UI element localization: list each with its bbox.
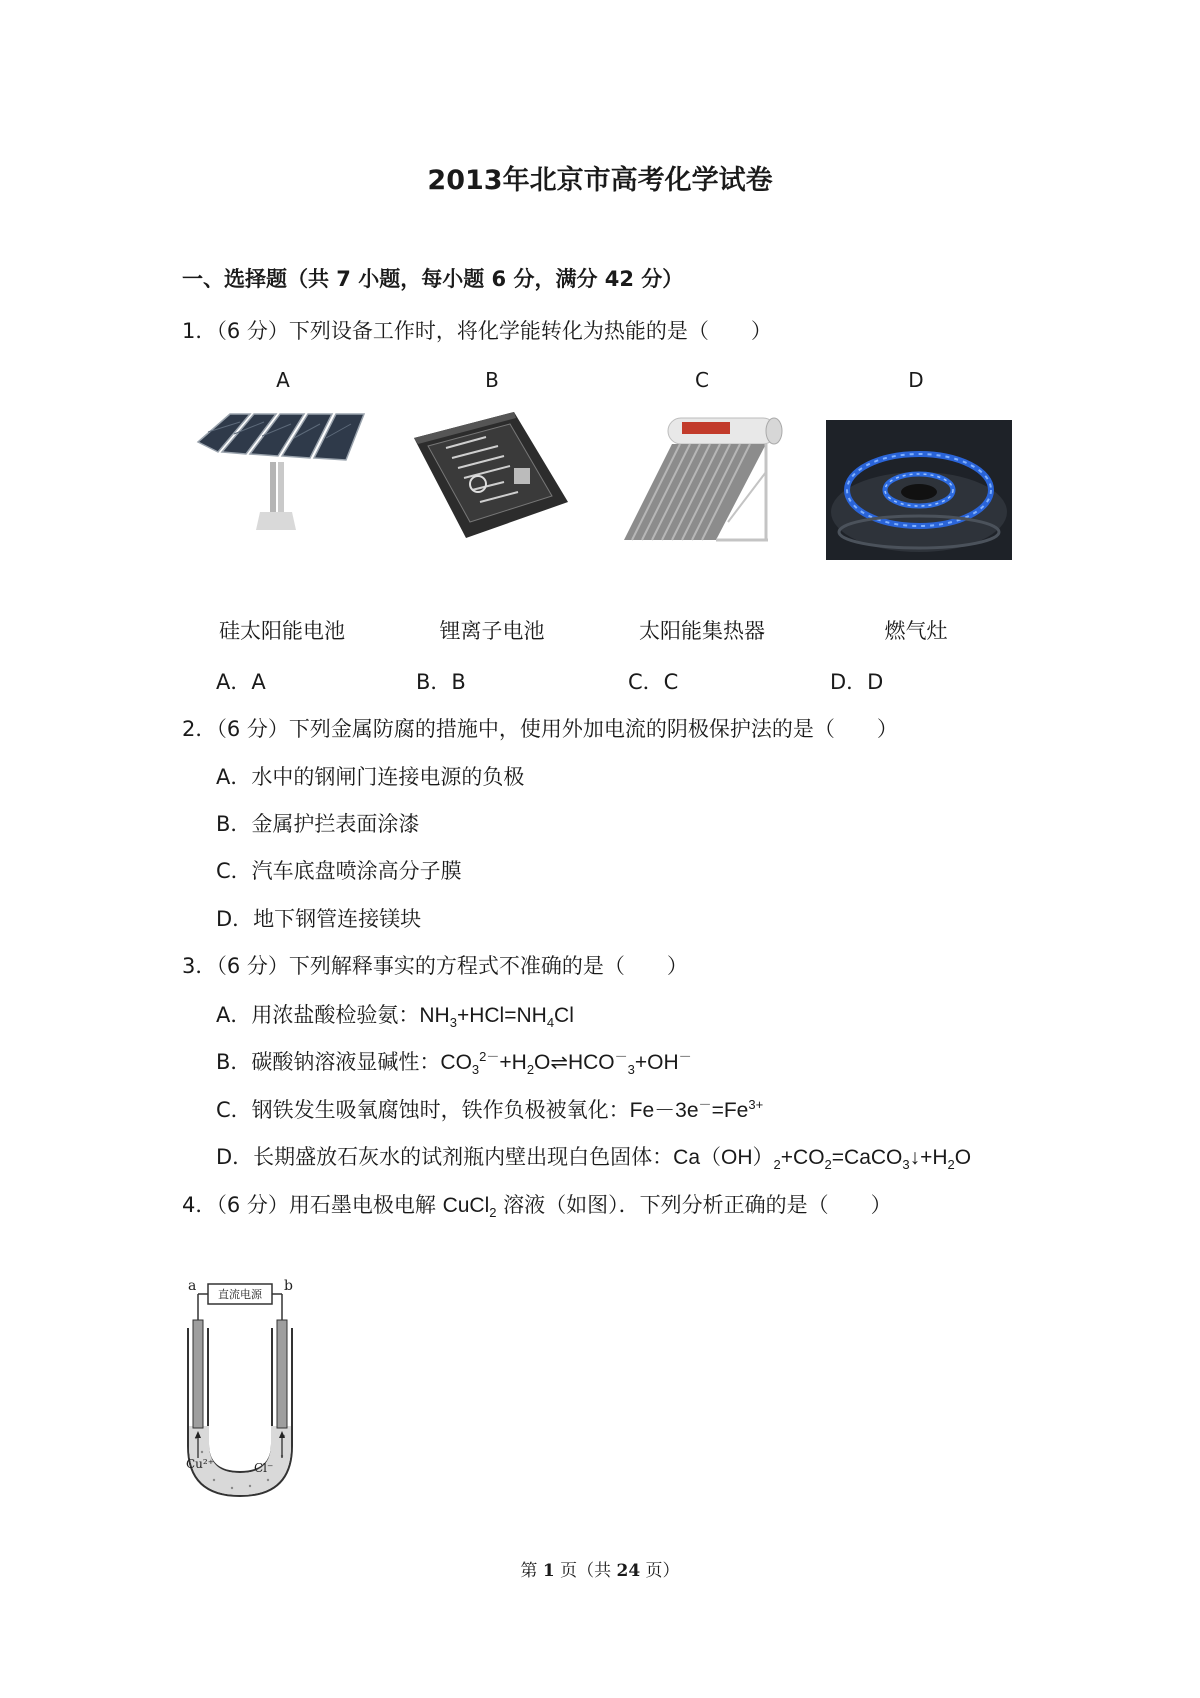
q1-caption-c: 太阳能集热器 <box>639 619 765 643</box>
q3-option-a: A．用浓盐酸检验氨：$NH_3+HCl=NH_4Cl$ <box>216 1003 574 1031</box>
ion-label-cu: Cu²⁺ <box>186 1457 215 1471</box>
q1-caption-d: 燃气灶 <box>884 619 948 643</box>
q1-option-c: C．C <box>628 670 679 694</box>
electrolysis-u-tube-diagram <box>184 1276 334 1506</box>
solar-panel-photo <box>196 412 366 537</box>
q1-letter-c: C <box>695 368 709 392</box>
question-1-stem: 1．（6 分）下列设备工作时，将化学能转化为热能的是（ ） <box>182 319 772 343</box>
dc-power-label: 直流电源 <box>218 1288 262 1301</box>
q3-option-b: B．碳酸钠溶液显碱性：$CO_3^{2-}+H_2O\rightleftharpoons HCO^-_3+OH^-$ <box>216 1049 692 1078</box>
q1-caption-b: 锂离子电池 <box>439 619 545 643</box>
q1-option-a: A．A <box>216 670 266 694</box>
q1-option-d: D．D <box>830 670 884 694</box>
question-4-stem: 4．（6 分）用石墨电极电解 CuCl$_2$ 溶液（如图）．下列分析正确的是（ ） <box>182 1193 892 1221</box>
footer-total-pages: 24 <box>616 1561 641 1581</box>
q2-option-d: D．地下钢管连接镁块 <box>216 907 422 931</box>
q2-option-c: C．汽车底盘喷涂高分子膜 <box>216 859 462 883</box>
q1-letter-a: A <box>276 368 290 392</box>
section-heading: 一、选择题（共 7 小题，每小题 6 分，满分 42 分） <box>182 267 684 291</box>
gas-stove-flame-photo <box>826 420 1012 560</box>
q1-letter-b: B <box>485 368 499 392</box>
page-footer: 第 1 页（共 24 页） <box>520 1561 680 1581</box>
q3-option-c: C．钢铁发生吸氧腐蚀时，铁作负极被氧化：$Fe-3e^-=Fe^{3+}$ <box>216 1097 764 1122</box>
electrode-label-b: b <box>284 1278 293 1294</box>
solar-water-heater-photo <box>616 412 791 552</box>
q1-option-b: B．B <box>416 670 466 694</box>
question-3-stem: 3．（6 分）下列解释事实的方程式不准确的是（ ） <box>182 954 688 978</box>
q2-option-b: B．金属护拦表面涂漆 <box>216 812 420 836</box>
q2-option-a: A．水中的钢闸门连接电源的负极 <box>216 765 525 789</box>
electrode-label-a: a <box>188 1278 197 1294</box>
q1-letter-d: D <box>908 368 924 392</box>
q3-option-d: D．长期盛放石灰水的试剂瓶内壁出现白色固体：$Ca(OH)_2+CO_2=CaCO_3↓+H_2O$ <box>216 1145 972 1173</box>
question-2-stem: 2．（6 分）下列金属防腐的措施中，使用外加电流的阴极保护法的是（ ） <box>182 717 898 741</box>
page-title: 2013年北京市高考化学试卷 <box>427 165 773 196</box>
ion-label-cl: Cl⁻ <box>254 1461 274 1475</box>
lithium-battery-photo <box>406 410 576 545</box>
q1-caption-a: 硅太阳能电池 <box>219 619 345 643</box>
footer-page-number: 1 <box>542 1561 555 1581</box>
